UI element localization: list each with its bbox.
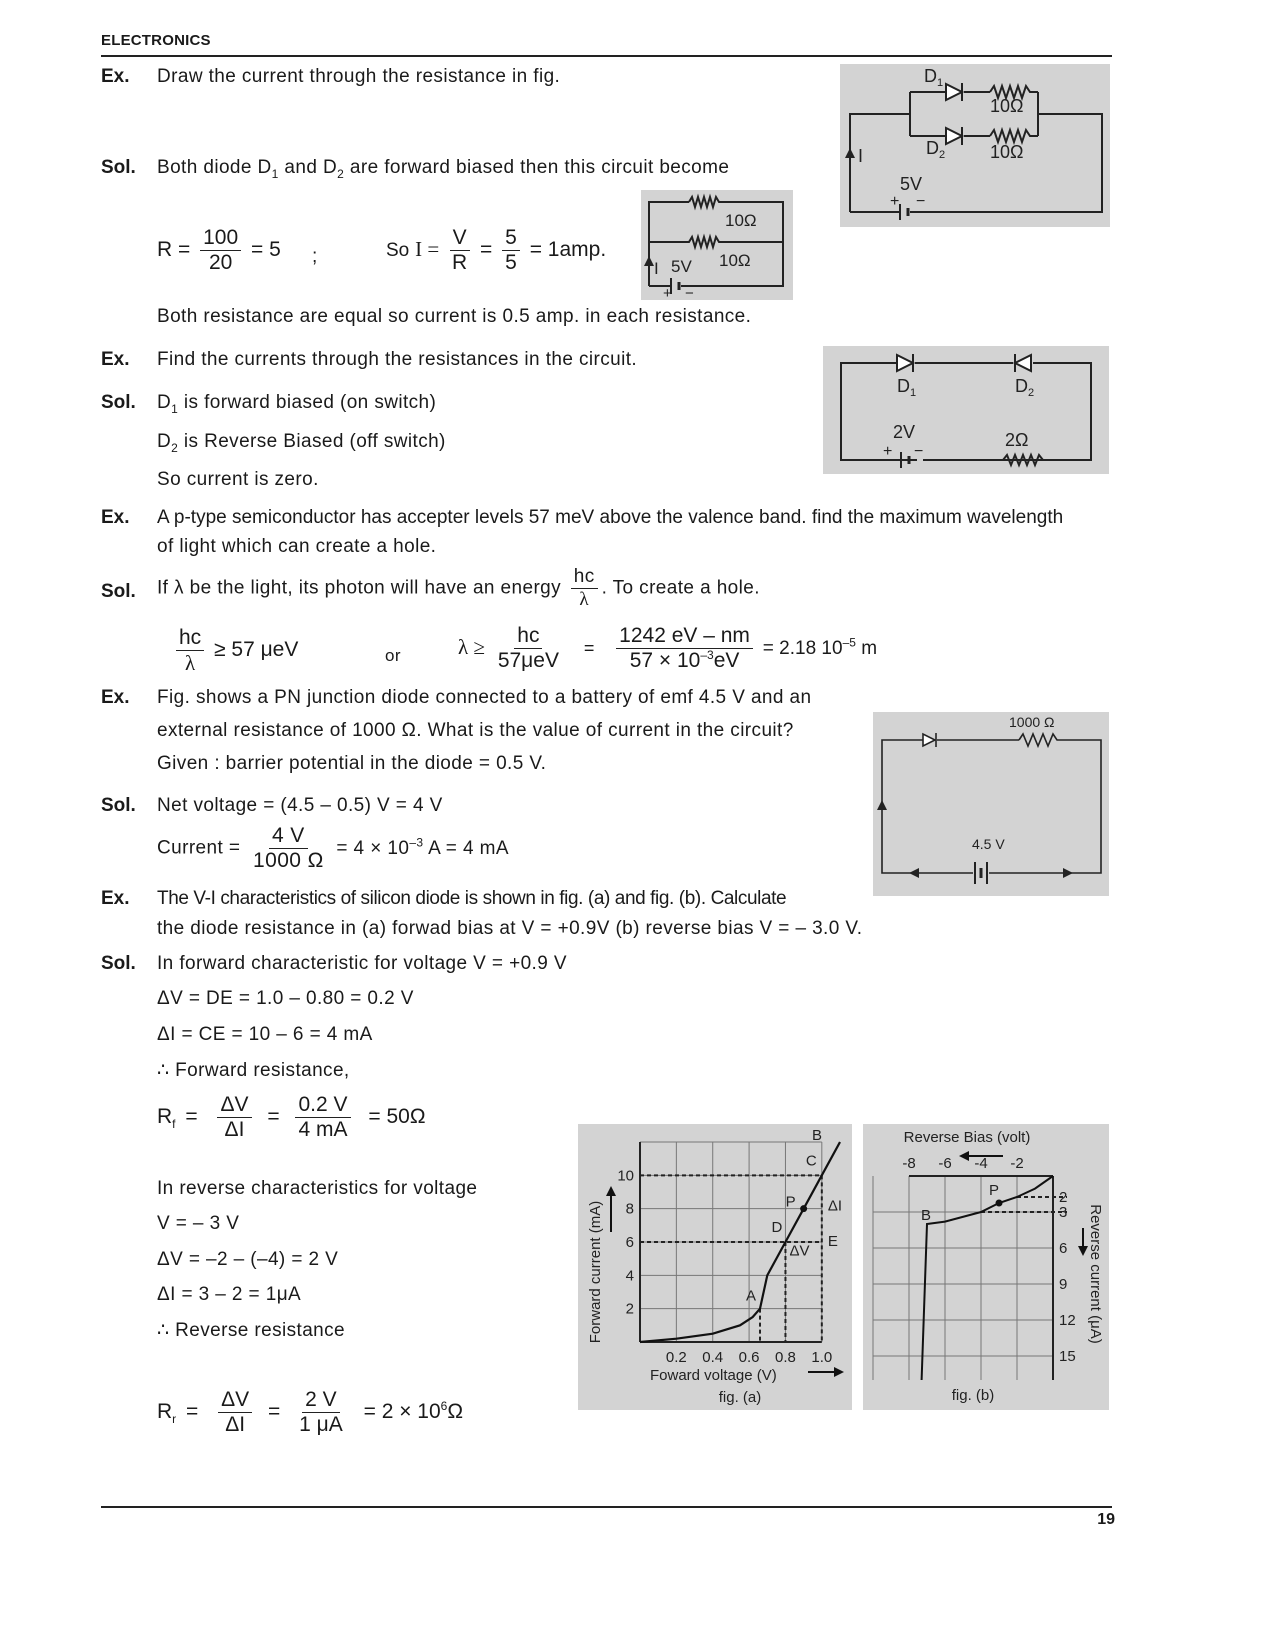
text-run: Both diode D xyxy=(157,157,272,178)
ex5-rev-line1: In reverse characteristics for voltage xyxy=(157,1178,478,1199)
ex-label: Ex. xyxy=(101,687,130,708)
circuit-figure-diode-resistor xyxy=(873,712,1109,896)
r1-label: 10Ω xyxy=(990,96,1024,116)
subscript: r xyxy=(172,1412,177,1427)
superscript: –3 xyxy=(700,648,714,663)
ex5-rev-line3: ΔV = –2 – (–4) = 2 V xyxy=(157,1249,339,1270)
unit: m xyxy=(861,638,878,660)
eq-rhs: = 1amp. xyxy=(529,238,607,262)
denominator: ΔI xyxy=(224,1118,245,1142)
y-axis-label: Forward current (mA) xyxy=(587,1200,604,1344)
sol-label: Sol. xyxy=(101,581,136,602)
r1-label: 10Ω xyxy=(725,211,757,230)
ex3-wavelength-equation xyxy=(458,624,877,673)
fraction xyxy=(296,1388,346,1437)
circuit-figure-parallel-resistors xyxy=(641,190,793,300)
subscript: 2 xyxy=(337,166,345,181)
point-p-marker xyxy=(800,1205,807,1212)
footer-rule xyxy=(101,1506,1112,1508)
sol-label: Sol. xyxy=(101,157,136,178)
rf-symbol xyxy=(157,1105,176,1132)
text-run: R xyxy=(157,1400,173,1424)
numerator: 0.2 V xyxy=(295,1093,350,1118)
diode-icon xyxy=(923,734,935,746)
ex5-question-line2: the diode resistance in (a) forwad bias at V = +0.9V (b) reverse bias V = – 3.0 V. xyxy=(157,918,863,939)
text-run: and D xyxy=(278,157,338,178)
numerator: 2 V xyxy=(302,1388,340,1413)
y-tick-label: 2 xyxy=(1059,1189,1068,1206)
x-tick-label: 1.0 xyxy=(811,1349,833,1366)
ex4-net-voltage: Net voltage = (4.5 – 0.5) V = 4 V xyxy=(157,795,443,816)
x-axis-label: Foward voltage (V) xyxy=(650,1367,777,1384)
r2-label: 10Ω xyxy=(719,251,751,270)
diode-d2-icon xyxy=(1015,355,1031,371)
numerator: 1242 eV – nm xyxy=(616,624,753,649)
text-run: 57 × 10 xyxy=(629,649,701,673)
chart-caption: fig. (b) xyxy=(951,1387,995,1404)
ex2-question: Find the currents through the resistances in the circuit. xyxy=(157,349,638,370)
diode-d2-icon xyxy=(946,128,962,144)
subscript: 1 xyxy=(171,401,179,416)
circuit-figure-parallel-diodes xyxy=(840,64,1110,227)
circuit-diagram xyxy=(873,712,1109,896)
r2-label: 10Ω xyxy=(990,142,1024,162)
forward-characteristic-chart xyxy=(578,1124,852,1410)
numerator: 4 V xyxy=(269,824,308,849)
circuit-figure-opposed-diodes xyxy=(823,346,1109,474)
ex4-question-line1: Fig. shows a PN junction diode connected to a battery of emf 4.5 V and an xyxy=(157,687,812,708)
ex5-question-line1: The V-I characteristics of silicon diode is shown in fig. (a) and fig. (b). Calculate xyxy=(157,888,787,909)
delta-i-annotation: ΔI xyxy=(827,1197,843,1215)
x-tick-label: 0.8 xyxy=(775,1349,796,1366)
y-tick-label: 6 xyxy=(625,1234,634,1251)
fraction xyxy=(616,624,753,673)
ex5-rev-line2: V = – 3 V xyxy=(157,1213,240,1234)
text-run: R xyxy=(157,1105,173,1129)
eq-rhs xyxy=(364,1400,463,1423)
text-run: = 4 × 10 xyxy=(336,837,410,859)
x-tick-label: -8 xyxy=(902,1155,916,1172)
separator: ; xyxy=(312,246,318,267)
equals: = xyxy=(267,1105,280,1129)
circuit-diagram xyxy=(641,190,793,300)
running-header: ELECTRONICS xyxy=(101,32,211,49)
x-tick-label: 0.2 xyxy=(665,1349,687,1366)
denominator: 20 xyxy=(208,251,233,275)
text-run: . To create a hole. xyxy=(601,577,760,599)
point-label-b: B xyxy=(921,1207,932,1224)
subscript: 2 xyxy=(171,440,179,455)
x-tick-label: -2 xyxy=(1010,1155,1024,1172)
ex3-solution xyxy=(157,566,760,611)
ex1-conclusion: Both resistance are equal so current is 0.5 amp. in each resistance. xyxy=(157,306,752,327)
superscript: 6 xyxy=(440,1399,448,1414)
text-run: is forward biased (on switch) xyxy=(178,392,437,413)
x-axis-arrow-icon xyxy=(959,1151,969,1161)
denominator: 1000 Ω xyxy=(253,849,324,873)
current-arrow-left-icon xyxy=(909,868,919,878)
ex2-line3: So current is zero. xyxy=(157,469,319,490)
text-run: = 2.18 10 xyxy=(762,638,843,660)
delta-v-annotation: ΔV xyxy=(789,1242,810,1260)
equals: = xyxy=(185,1105,198,1129)
point-p-marker xyxy=(996,1200,1003,1207)
forward-resistance-equation xyxy=(157,1093,426,1142)
denominator: 1 μA xyxy=(299,1413,343,1437)
d1-label: $D_1$ xyxy=(897,376,917,399)
resistor-label: 2Ω xyxy=(1005,430,1029,450)
plus-sign: + xyxy=(890,193,900,210)
wire xyxy=(910,114,1102,212)
battery-label: 5V xyxy=(671,257,692,276)
eq-rhs: = 5 xyxy=(251,238,281,262)
wire xyxy=(882,740,973,873)
text-run: are forward biased then this circuit become xyxy=(344,157,730,178)
ex2-line2 xyxy=(157,431,446,455)
point-label-d: D xyxy=(771,1219,783,1236)
eq-prefix: So xyxy=(386,240,410,262)
ex1-equation-i xyxy=(386,226,606,275)
ex1-solution xyxy=(157,157,729,181)
point-label-c: C xyxy=(805,1152,817,1170)
fraction xyxy=(250,824,327,873)
fraction xyxy=(176,626,204,675)
numerator: V xyxy=(450,226,470,251)
fraction xyxy=(200,226,241,275)
x-axis-arrow-icon xyxy=(834,1367,844,1377)
equals: = xyxy=(583,638,595,659)
point-label-a: A xyxy=(746,1287,757,1305)
minus-sign: − xyxy=(914,443,924,460)
y-tick-label: 12 xyxy=(1059,1312,1076,1329)
eq-lhs: I = xyxy=(415,237,440,262)
sol-label: Sol. xyxy=(101,392,136,413)
numerator: hc xyxy=(176,626,204,651)
denominator: ΔI xyxy=(225,1413,246,1437)
ex2-line1 xyxy=(157,392,436,416)
diode-d1-icon xyxy=(946,84,962,100)
current-label: I xyxy=(654,259,659,278)
eq-lhs: Current = xyxy=(157,837,241,859)
ex5-rev-line4: ΔI = 3 – 2 = 1μA xyxy=(157,1284,302,1305)
text-run: D xyxy=(157,431,172,452)
equals: = xyxy=(480,238,493,262)
d1-label: $D_1$ xyxy=(924,66,944,89)
minus-sign: − xyxy=(916,193,926,210)
fraction xyxy=(449,226,470,275)
y-tick-label: 2 xyxy=(625,1300,634,1318)
point-label-p: P xyxy=(785,1193,796,1211)
current-arrow-icon xyxy=(644,256,654,266)
ex5-sol-line2: ΔV = DE = 1.0 – 0.80 = 0.2 V xyxy=(157,988,414,1009)
ex3-question-line1: A p-type semiconductor has accepter levels 57 meV above the valence band. find the maximum wavelength xyxy=(157,507,1064,528)
ex5-sol-line1: In forward characteristic for voltage V = +0.9 V xyxy=(157,953,567,974)
superscript: –5 xyxy=(842,635,856,650)
text-run: If λ be the light, its photon will have an energy xyxy=(157,577,562,599)
resistor-label: 1000 Ω xyxy=(1009,714,1055,730)
chart-caption: fig. (a) xyxy=(718,1389,762,1406)
sol-label: Sol. xyxy=(101,795,136,816)
ex3-question-line2: of light which can create a hole. xyxy=(157,536,437,557)
reverse-curve xyxy=(922,1176,1053,1380)
y-tick-label: 8 xyxy=(625,1200,634,1218)
text-run: Ω xyxy=(447,1400,464,1424)
circuit-diagram xyxy=(840,64,1110,227)
y-axis-arrow-icon xyxy=(606,1186,616,1196)
minus-sign: − xyxy=(685,285,694,300)
current-arrow-icon xyxy=(845,148,855,158)
ex5-sol-line4: ∴ Forward resistance, xyxy=(157,1060,350,1081)
battery-label: 4.5 V xyxy=(972,836,1005,852)
eq-rhs: = 50Ω xyxy=(368,1105,426,1129)
y-tick-label: 3 xyxy=(1059,1204,1068,1221)
ex4-current-equation xyxy=(157,824,509,873)
reverse-resistance-equation xyxy=(157,1388,463,1437)
y-tick-label: 15 xyxy=(1059,1348,1076,1365)
numerator: hc xyxy=(571,566,598,589)
point-label-e: E xyxy=(827,1233,838,1250)
y-tick-label: 9 xyxy=(1059,1276,1068,1293)
eq-rhs: ≥ 57 μeV xyxy=(214,638,299,662)
ex-label: Ex. xyxy=(101,66,130,87)
resistor-r2 xyxy=(990,130,1038,142)
y-tick-label: 6 xyxy=(1059,1240,1068,1257)
current-label: I xyxy=(858,146,864,166)
denominator: λ xyxy=(185,651,196,676)
reverse-characteristic-chart-panel xyxy=(863,1124,1109,1410)
fraction xyxy=(495,624,562,673)
plus-sign: + xyxy=(883,443,893,460)
x-tick-label: 0.6 xyxy=(738,1349,760,1366)
plus-sign: + xyxy=(663,285,672,300)
x-tick-label: -4 xyxy=(974,1155,988,1172)
equals: = xyxy=(268,1400,281,1424)
fraction xyxy=(571,566,598,611)
y-tick-label: 4 xyxy=(625,1267,634,1285)
reverse-characteristic-chart xyxy=(863,1124,1109,1410)
y-axis-arrow-icon xyxy=(1078,1246,1088,1256)
d2-label: $D_2$ xyxy=(1015,376,1035,399)
point-label-b: B xyxy=(812,1127,823,1144)
numerator: 5 xyxy=(502,226,520,251)
x-axis-label: Reverse Bias (volt) xyxy=(903,1129,1031,1146)
rr-symbol xyxy=(157,1400,177,1427)
text-run: A = 4 mA xyxy=(423,837,509,859)
fraction xyxy=(295,1093,350,1142)
fraction xyxy=(218,1388,252,1437)
equals: = xyxy=(186,1400,199,1424)
ex1-question: Draw the current through the resistance in fig. xyxy=(157,66,561,87)
text-run: eV xyxy=(713,649,740,673)
denominator: 4 mA xyxy=(298,1118,348,1142)
forward-characteristic-chart-panel xyxy=(578,1124,852,1410)
denominator: R xyxy=(452,251,468,275)
eq-rhs xyxy=(336,835,509,859)
result xyxy=(762,635,878,660)
numerator: ΔV xyxy=(217,1093,251,1118)
fraction xyxy=(217,1093,251,1142)
point-label-p: P xyxy=(989,1182,1000,1199)
denominator xyxy=(627,649,743,673)
y-axis-label: Reverse current (μA) xyxy=(1087,1204,1104,1344)
y-tick-label: 10 xyxy=(617,1167,634,1185)
ex3-inequality xyxy=(172,626,298,675)
or-word: or xyxy=(385,646,401,665)
battery-label: 2V xyxy=(893,422,916,442)
d2-label: $D_2$ xyxy=(926,138,946,161)
ex4-question-line2: external resistance of 1000 Ω. What is the value of current in the circuit? xyxy=(157,720,794,741)
text-run: D xyxy=(157,392,172,413)
ex-label: Ex. xyxy=(101,888,130,909)
eq-lhs: R = xyxy=(157,238,191,262)
current-arrow-up-icon xyxy=(877,800,887,810)
numerator: hc xyxy=(514,624,542,649)
x-tick-label: 0.4 xyxy=(702,1349,724,1366)
ex-label: Ex. xyxy=(101,507,130,528)
battery-label: 5V xyxy=(900,174,923,194)
sol-label: Sol. xyxy=(101,953,136,974)
ex5-rev-line5: ∴ Reverse resistance xyxy=(157,1320,345,1341)
denominator: 57μeV xyxy=(497,649,559,673)
current-arrow-left-icon xyxy=(1063,868,1073,878)
numerator: 100 xyxy=(200,226,241,251)
subscript: 1 xyxy=(271,166,279,181)
subscript: f xyxy=(172,1117,176,1132)
ex1-equation-r xyxy=(157,226,281,275)
text-run: is Reverse Biased (off switch) xyxy=(178,431,446,452)
page-number: 19 xyxy=(1097,1511,1115,1528)
ex-label: Ex. xyxy=(101,349,130,370)
denominator: λ xyxy=(579,588,589,610)
resistor xyxy=(989,734,1101,873)
ex4-question-line3: Given : barrier potential in the diode = 0.5 V. xyxy=(157,753,547,774)
denominator: 5 xyxy=(505,251,517,275)
fraction xyxy=(502,226,520,275)
eq-lhs: λ ≥ xyxy=(458,635,485,660)
circuit-diagram xyxy=(823,346,1109,474)
numerator: ΔV xyxy=(218,1388,252,1413)
superscript: –3 xyxy=(409,835,424,850)
diode-d1-icon xyxy=(897,355,913,371)
header-rule xyxy=(101,55,1112,57)
text-run: = 2 × 10 xyxy=(363,1400,441,1424)
x-tick-label: -6 xyxy=(938,1155,952,1172)
ex5-sol-line3: ΔI = CE = 10 – 6 = 4 mA xyxy=(157,1024,373,1045)
resistor-r2 xyxy=(649,237,783,247)
